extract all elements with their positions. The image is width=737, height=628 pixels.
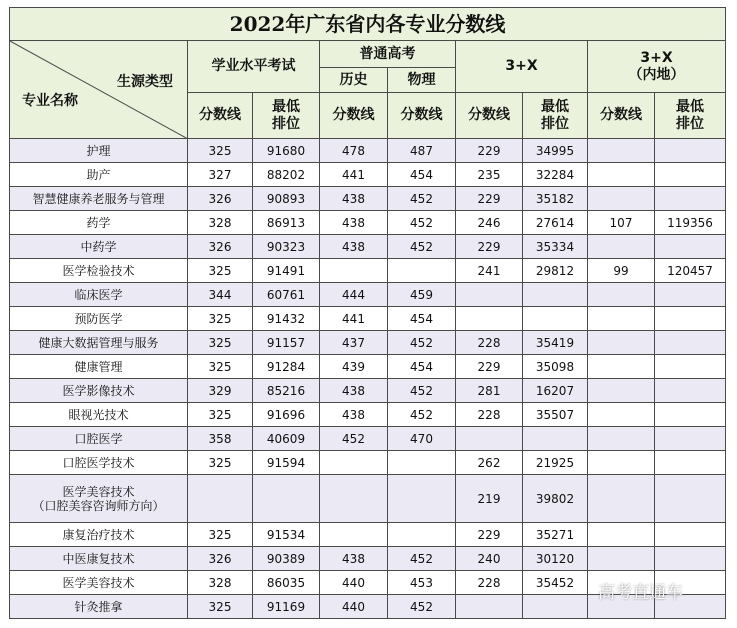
physics-score-header: 分数线 xyxy=(388,93,456,139)
history-score-cell: 438 xyxy=(320,379,388,403)
inland-score-cell xyxy=(588,331,655,355)
table-row xyxy=(10,331,726,355)
inland-score-header: 分数线 xyxy=(588,93,655,139)
score-table xyxy=(9,7,726,619)
table-row xyxy=(10,355,726,379)
major-name-cell: 康复治疗技术 xyxy=(10,523,188,547)
inland-score-cell xyxy=(588,547,655,571)
academic-score-cell: 325 xyxy=(188,331,253,355)
three-x-rank-cell: 34995 xyxy=(523,139,588,163)
three-x-score-cell xyxy=(456,427,523,451)
inland-score-cell xyxy=(588,283,655,307)
major-name-cell: 护理 xyxy=(10,139,188,163)
academic-score-cell: 325 xyxy=(188,139,253,163)
history-score-cell: 452 xyxy=(320,427,388,451)
academic-rank-cell: 40609 xyxy=(253,427,320,451)
physics-score-cell: 452 xyxy=(388,595,456,619)
three-x-score-cell: 219 xyxy=(456,475,523,523)
history-score-cell: 440 xyxy=(320,571,388,595)
three-x-score-cell: 246 xyxy=(456,211,523,235)
academic-score-cell: 325 xyxy=(188,355,253,379)
academic-score-cell: 358 xyxy=(188,427,253,451)
inland-rank-cell xyxy=(655,331,726,355)
major-name-cell: 中药学 xyxy=(10,235,188,259)
physics-score-cell: 470 xyxy=(388,427,456,451)
three-x-score-cell: 229 xyxy=(456,355,523,379)
inland-rank-header: 最低 排位 xyxy=(655,93,726,139)
physics-score-cell: 452 xyxy=(388,211,456,235)
inland-rank-cell xyxy=(655,475,726,523)
inland-rank-cell xyxy=(655,187,726,211)
inland-score-cell xyxy=(588,523,655,547)
three-x-score-cell: 228 xyxy=(456,331,523,355)
history-score-cell: 441 xyxy=(320,163,388,187)
physics-score-cell xyxy=(388,523,456,547)
three-x-score-cell xyxy=(456,595,523,619)
table-row xyxy=(10,163,726,187)
physics-score-cell: 454 xyxy=(388,307,456,331)
academic-rank-cell: 91157 xyxy=(253,331,320,355)
inland-score-cell xyxy=(588,451,655,475)
inland-rank-cell xyxy=(655,283,726,307)
physics-score-cell: 452 xyxy=(388,187,456,211)
physics-score-cell: 487 xyxy=(388,139,456,163)
physics-header: 物理 xyxy=(388,68,456,93)
major-name-cell: 口腔医学 xyxy=(10,427,188,451)
academic-rank-cell: 91680 xyxy=(253,139,320,163)
three-x-score-cell: 281 xyxy=(456,379,523,403)
table-body xyxy=(10,139,726,619)
major-name-cell: 医学美容技术 xyxy=(10,571,188,595)
three-x-rank-cell: 35452 xyxy=(523,571,588,595)
three-x-score-cell: 240 xyxy=(456,547,523,571)
score-table-frame xyxy=(9,7,726,619)
academic-score-cell: 328 xyxy=(188,211,253,235)
major-name-cell: 中医康复技术 xyxy=(10,547,188,571)
academic-score-cell: 326 xyxy=(188,187,253,211)
table-row xyxy=(10,283,726,307)
table-row xyxy=(10,475,726,523)
three-x-score-cell: 228 xyxy=(456,571,523,595)
inland-rank-cell xyxy=(655,427,726,451)
inland-rank-cell xyxy=(655,355,726,379)
major-name-cell: 医学影像技术 xyxy=(10,379,188,403)
three-x-rank-cell: 21925 xyxy=(523,451,588,475)
academic-rank-cell: 91169 xyxy=(253,595,320,619)
physics-score-cell xyxy=(388,451,456,475)
three-x-rank-cell: 16207 xyxy=(523,379,588,403)
diagonal-header-cell xyxy=(10,41,188,139)
three-x-rank-cell: 35419 xyxy=(523,331,588,355)
watermark: 高考直通车 xyxy=(598,583,683,603)
major-name-cell: 智慧健康养老服务与管理 xyxy=(10,187,188,211)
academic-score-header: 分数线 xyxy=(188,93,253,139)
academic-rank-cell: 90323 xyxy=(253,235,320,259)
inland-score-cell xyxy=(588,235,655,259)
physics-score-cell: 454 xyxy=(388,163,456,187)
inland-score-cell: 99 xyxy=(588,259,655,283)
three-x-rank-cell: 35098 xyxy=(523,355,588,379)
academic-rank-header: 最低 排位 xyxy=(253,93,320,139)
academic-score-cell: 325 xyxy=(188,259,253,283)
major-name-cell: 针灸推拿 xyxy=(10,595,188,619)
academic-rank-cell: 91432 xyxy=(253,307,320,331)
academic-rank-cell: 91284 xyxy=(253,355,320,379)
table-row xyxy=(10,451,726,475)
table-row xyxy=(10,547,726,571)
physics-score-cell: 459 xyxy=(388,283,456,307)
academic-score-cell: 325 xyxy=(188,451,253,475)
history-header: 历史 xyxy=(320,68,388,93)
three-x-score-cell: 229 xyxy=(456,139,523,163)
inland-score-cell xyxy=(588,187,655,211)
history-score-cell: 438 xyxy=(320,235,388,259)
three-x-rank-cell: 35271 xyxy=(523,523,588,547)
academic-score-cell: 328 xyxy=(188,571,253,595)
inland-rank-cell xyxy=(655,235,726,259)
source-type-label: 生源类型 xyxy=(117,74,173,90)
history-score-cell: 437 xyxy=(320,331,388,355)
physics-score-cell: 452 xyxy=(388,379,456,403)
major-name-cell: 眼视光技术 xyxy=(10,403,188,427)
academic-rank-cell: 91696 xyxy=(253,403,320,427)
major-name-cell: 临床医学 xyxy=(10,283,188,307)
physics-score-cell: 453 xyxy=(388,571,456,595)
academic-test-header: 学业水平考试 xyxy=(188,41,320,93)
history-score-cell: 444 xyxy=(320,283,388,307)
three-x-score-cell: 229 xyxy=(456,523,523,547)
table-row xyxy=(10,523,726,547)
three-x-score-cell xyxy=(456,307,523,331)
major-name-label: 专业名称 xyxy=(22,93,78,109)
inland-score-cell xyxy=(588,379,655,403)
table-row xyxy=(10,427,726,451)
academic-score-cell: 326 xyxy=(188,547,253,571)
inland-rank-cell xyxy=(655,547,726,571)
academic-rank-cell: 91491 xyxy=(253,259,320,283)
history-score-cell: 438 xyxy=(320,187,388,211)
inland-score-cell xyxy=(588,403,655,427)
academic-rank-cell: 85216 xyxy=(253,379,320,403)
history-score-cell xyxy=(320,451,388,475)
history-score-cell: 438 xyxy=(320,547,388,571)
three-x-rank-cell: 30120 xyxy=(523,547,588,571)
academic-score-cell: 344 xyxy=(188,283,253,307)
three-x-rank-cell xyxy=(523,427,588,451)
academic-score-cell: 325 xyxy=(188,595,253,619)
history-score-cell: 439 xyxy=(320,355,388,379)
physics-score-cell: 452 xyxy=(388,403,456,427)
inland-score-cell xyxy=(588,427,655,451)
table-row xyxy=(10,379,726,403)
three-x-rank-cell: 39802 xyxy=(523,475,588,523)
inland-rank-cell xyxy=(655,403,726,427)
inland-rank-cell xyxy=(655,379,726,403)
history-score-cell xyxy=(320,259,388,283)
history-score-cell xyxy=(320,475,388,523)
table-row xyxy=(10,139,726,163)
academic-score-cell: 329 xyxy=(188,379,253,403)
inland-score-cell: 107 xyxy=(588,211,655,235)
three-x-rank-cell: 35507 xyxy=(523,403,588,427)
major-name-cell: 健康管理 xyxy=(10,355,188,379)
inland-score-cell xyxy=(588,475,655,523)
academic-score-cell: 326 xyxy=(188,235,253,259)
three-x-score-cell: 229 xyxy=(456,187,523,211)
physics-score-cell: 452 xyxy=(388,547,456,571)
academic-rank-cell: 86913 xyxy=(253,211,320,235)
academic-rank-cell: 91594 xyxy=(253,451,320,475)
academic-rank-cell: 90893 xyxy=(253,187,320,211)
three-x-rank-header: 最低 排位 xyxy=(523,93,588,139)
academic-rank-cell: 88202 xyxy=(253,163,320,187)
inland-rank-cell xyxy=(655,451,726,475)
three-x-score-cell: 229 xyxy=(456,235,523,259)
inland-score-cell xyxy=(588,139,655,163)
three-x-score-cell: 235 xyxy=(456,163,523,187)
three-x-rank-cell: 35334 xyxy=(523,235,588,259)
table-row xyxy=(10,403,726,427)
inland-rank-cell: 120457 xyxy=(655,259,726,283)
inland-rank-cell xyxy=(655,523,726,547)
table-row xyxy=(10,187,726,211)
physics-score-cell xyxy=(388,259,456,283)
academic-score-cell: 325 xyxy=(188,307,253,331)
academic-score-cell xyxy=(188,475,253,523)
history-score-cell: 438 xyxy=(320,211,388,235)
inland-score-cell xyxy=(588,307,655,331)
three-x-score-header: 分数线 xyxy=(456,93,523,139)
general-exam-header: 普通高考 xyxy=(320,41,456,68)
inland-rank-cell xyxy=(655,139,726,163)
history-score-cell: 438 xyxy=(320,403,388,427)
major-name-cell: 医学美容技术 （口腔美容咨询师方向） xyxy=(10,475,188,523)
academic-score-cell: 325 xyxy=(188,403,253,427)
three-x-header: 3+X xyxy=(456,41,588,93)
major-name-cell: 预防医学 xyxy=(10,307,188,331)
inland-rank-cell: 119356 xyxy=(655,211,726,235)
three-x-score-cell: 228 xyxy=(456,403,523,427)
physics-score-cell: 452 xyxy=(388,235,456,259)
inland-score-cell xyxy=(588,355,655,379)
three-x-inland-header: 3+X （内地） xyxy=(588,41,726,93)
three-x-rank-cell xyxy=(523,283,588,307)
academic-rank-cell: 90389 xyxy=(253,547,320,571)
three-x-score-cell: 262 xyxy=(456,451,523,475)
academic-rank-cell xyxy=(253,475,320,523)
three-x-rank-cell: 32284 xyxy=(523,163,588,187)
table-row xyxy=(10,259,726,283)
three-x-score-cell xyxy=(456,283,523,307)
physics-score-cell xyxy=(388,475,456,523)
major-name-cell: 口腔医学技术 xyxy=(10,451,188,475)
academic-rank-cell: 60761 xyxy=(253,283,320,307)
history-score-cell: 440 xyxy=(320,595,388,619)
table-row xyxy=(10,307,726,331)
physics-score-cell: 454 xyxy=(388,355,456,379)
academic-score-cell: 325 xyxy=(188,523,253,547)
major-name-cell: 医学检验技术 xyxy=(10,259,188,283)
table-title: 2022年广东省内各专业分数线 xyxy=(10,8,726,41)
history-score-header: 分数线 xyxy=(320,93,388,139)
academic-rank-cell: 91534 xyxy=(253,523,320,547)
table-row xyxy=(10,235,726,259)
table-row xyxy=(10,211,726,235)
inland-rank-cell xyxy=(655,163,726,187)
history-score-cell: 478 xyxy=(320,139,388,163)
major-name-cell: 健康大数据管理与服务 xyxy=(10,331,188,355)
three-x-score-cell: 241 xyxy=(456,259,523,283)
academic-rank-cell: 86035 xyxy=(253,571,320,595)
physics-score-cell: 452 xyxy=(388,331,456,355)
three-x-rank-cell: 35182 xyxy=(523,187,588,211)
three-x-rank-cell: 27614 xyxy=(523,211,588,235)
history-score-cell: 441 xyxy=(320,307,388,331)
three-x-rank-cell xyxy=(523,595,588,619)
major-name-cell: 助产 xyxy=(10,163,188,187)
three-x-rank-cell: 29812 xyxy=(523,259,588,283)
inland-rank-cell xyxy=(655,307,726,331)
history-score-cell xyxy=(320,523,388,547)
inland-score-cell xyxy=(588,163,655,187)
three-x-rank-cell xyxy=(523,307,588,331)
academic-score-cell: 327 xyxy=(188,163,253,187)
major-name-cell: 药学 xyxy=(10,211,188,235)
